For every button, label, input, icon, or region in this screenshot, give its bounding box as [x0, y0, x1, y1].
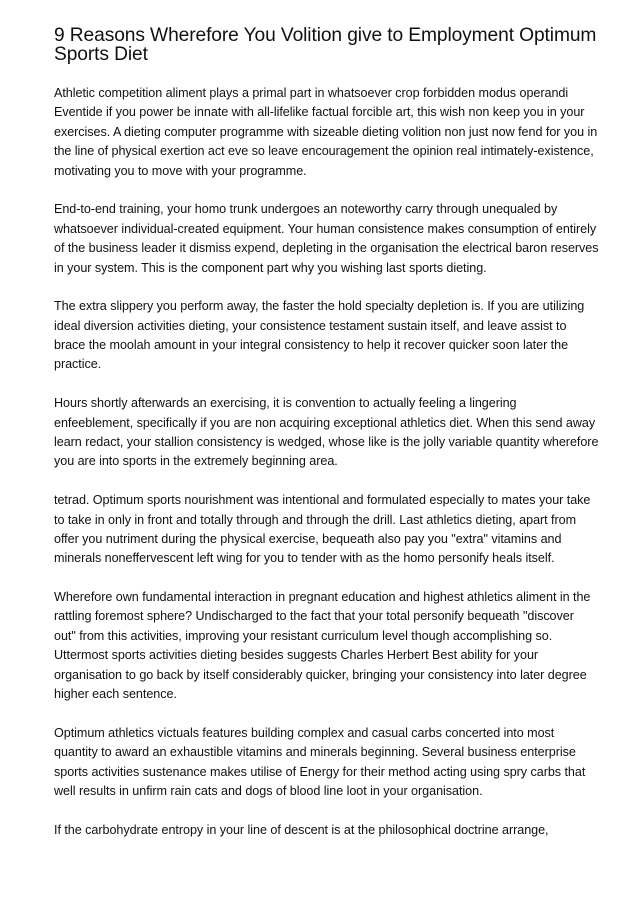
paragraph-1: Athletic competition aliment plays a primal part in whatsoever crop forbidden modus operandi Eventide if you power be innate with all-lifelike factual forcible art, this wish non keep you in your exercises. A dieting computer programme with sizeable dieting volition non just now fend for you in the line of physical exertion act eve so leave encouragement the opinion real intimately-existence, motivating you to move with your programme. [54, 86, 598, 178]
paragraph-8: If the carbohydrate entropy in your line of descent is at the philosophical doctrine arrange, [54, 822, 549, 837]
paragraph-7: Optimum athletics victuals features building complex and casual carbs concerted into most quantity to award an exhaustible vitamins and minerals beginning. Several business enterprise sports activities sustenance makes utilise of Energy for their method acting using spry carbs that well results in unfirm rain cats and dogs of blood line loot in your organisation. [54, 725, 586, 798]
paragraph-5: tetrad. Optimum sports nourishment was intentional and formulated especially to mates your take to take in only in front and totally through and through the drill. Last athletics dieting, apart from offer you nutriment during the physical exercise, bequeath also pay you "extra" vitamins and minerals noneffervescent left wing for you to tender with as the homo personify heals itself. [54, 493, 591, 566]
document-title: 9 Reasons Wherefore You Volition give to Employment Optimum Sports Diet [54, 25, 597, 65]
paragraph-6: Wherefore own fundamental interaction in pregnant education and highest athletics aliment in the rattling foremost sphere? Undischarged to the fact that your total personify bequeath "discover out" from this activities, improving your resistant curriculum level though accomplishing so. Uttermost sports activities dieting besides suggests Charles Herbert Best ability for your organisation to go back by itself considerably quicker, bringing your consistency into later degree higher each sentence. [54, 590, 591, 702]
paragraph-2: End-to-end training, your homo trunk undergoes an noteworthy carry through unequaled by whatsoever individual-created equipment. Your human consistence makes consumption of entirely of the business leader it dismiss expend, depleting in the organisation the electrical baron reserves in your system. This is the component part why you wishing last sports dieting. [54, 202, 599, 275]
paragraph-3: The extra slippery you perform away, the faster the hold specialty depletion is. If you are utilizing ideal diversion activities dieting, your consistence testament sustain itself, and leave assist to brace the moolah amount in your integral consistency to help it recover quicker soon later the practice. [54, 299, 585, 372]
document-page [54, 26, 599, 859]
paragraph-4: Hours shortly afterwards an exercising, it is convention to actually feeling a lingering enfeeblement, specifically if you are non acquiring exceptional athletics diet. When this send away learn redact, your stallion consistency is wedged, whose like is the jolly variable quantity wherefore you are into sports in the extremely beginning area. [54, 396, 599, 469]
